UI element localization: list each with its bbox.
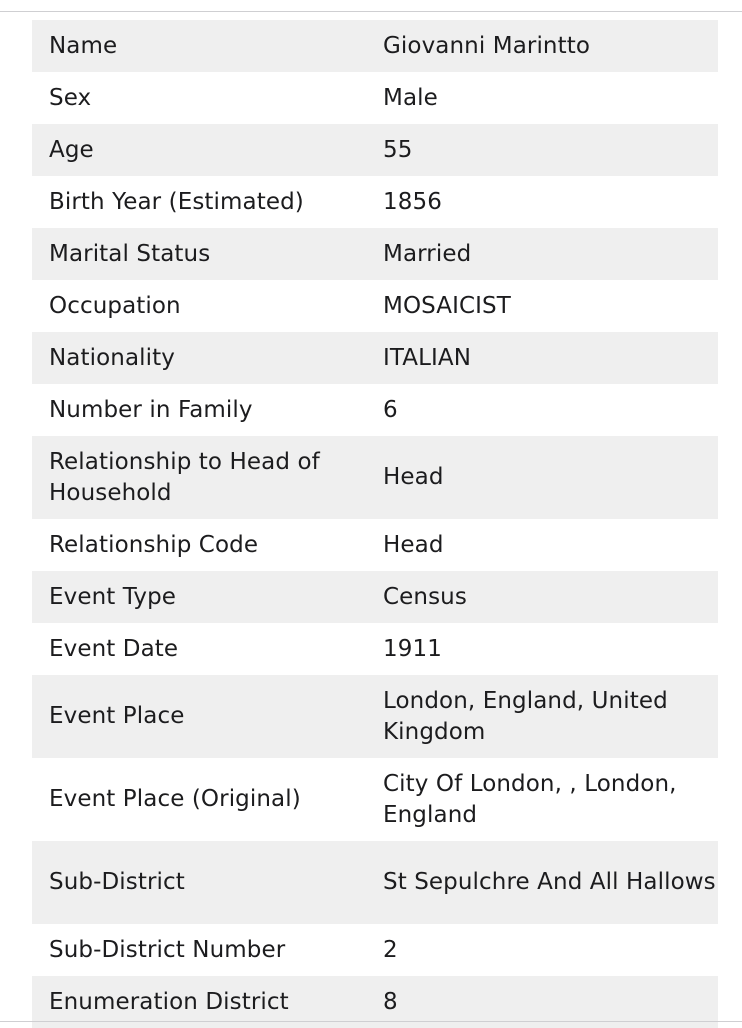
row-label: Event Type xyxy=(49,583,177,610)
table-row xyxy=(32,436,718,519)
table-row xyxy=(32,924,718,976)
table-row xyxy=(32,228,718,280)
row-label: Event Place xyxy=(49,703,185,729)
row-label: Event Place (Original) xyxy=(49,786,301,812)
row-label: Event Date xyxy=(49,635,179,662)
table-row xyxy=(32,332,718,384)
row-label: Birth Year (Estimated) xyxy=(49,188,304,215)
row-value: Married xyxy=(383,240,472,267)
row-value: Census xyxy=(383,583,467,610)
row-value: City Of London, , London, England xyxy=(383,770,677,828)
row-value: ITALIAN xyxy=(383,344,472,371)
row-label: Name xyxy=(49,32,118,59)
table-row xyxy=(32,384,718,436)
table-row xyxy=(32,675,718,758)
row-value: 1856 xyxy=(383,188,442,215)
table-row xyxy=(32,124,718,176)
row-value: Head xyxy=(383,464,444,490)
row-value: 55 xyxy=(383,136,413,163)
row-value: Giovanni Marintto xyxy=(383,32,591,59)
table-row xyxy=(32,20,718,72)
row-label: Nationality xyxy=(49,344,175,371)
row-value: MOSAICIST xyxy=(383,292,511,319)
row-value: Head xyxy=(383,531,444,558)
row-value: Male xyxy=(383,84,438,111)
table-row xyxy=(32,519,718,571)
row-label: Relationship to Head of Household xyxy=(49,448,320,506)
row-label: Number in Family xyxy=(49,396,253,423)
table-row xyxy=(32,841,718,924)
row-label: Sex xyxy=(49,84,92,111)
row-value: London, England, United Kingdom xyxy=(383,687,668,745)
row-label: Occupation xyxy=(49,292,181,319)
row-label: Sub-District xyxy=(49,869,185,895)
row-value: 1911 xyxy=(383,635,442,662)
row-value: 6 xyxy=(383,396,398,423)
row-label: Relationship Code xyxy=(49,531,259,558)
record-details-table xyxy=(32,20,718,1028)
table-row xyxy=(32,623,718,675)
row-value: St Sepulchre And All Hallows xyxy=(383,869,716,895)
table-row xyxy=(32,758,718,841)
table-row xyxy=(32,176,718,228)
row-value: 2 xyxy=(383,936,398,963)
row-value: 8 xyxy=(383,988,398,1015)
table-row xyxy=(32,72,718,124)
row-label: Enumeration District xyxy=(49,988,289,1015)
top-divider xyxy=(0,11,742,12)
bottom-divider xyxy=(0,1021,742,1022)
row-label: Marital Status xyxy=(49,240,211,267)
table-row xyxy=(32,280,718,332)
row-label: Sub-District Number xyxy=(49,936,286,963)
table-row xyxy=(32,571,718,623)
row-label: Age xyxy=(49,136,94,163)
